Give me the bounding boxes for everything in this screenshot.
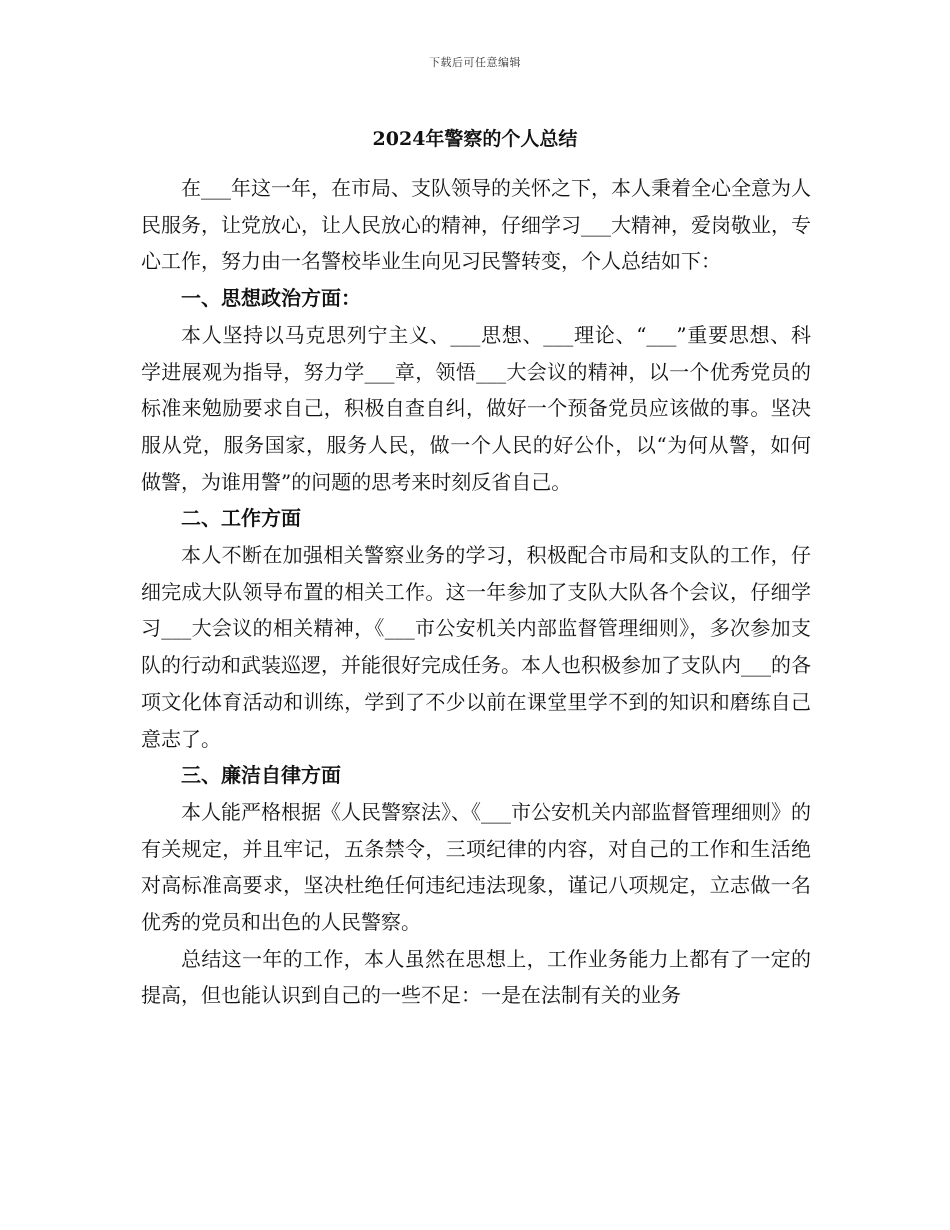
document-body	[141, 170, 811, 1014]
document-title: 2024年警察的个人总结	[372, 128, 578, 150]
intro-paragraph: 在___年这一年，在市局、支队领导的关怀之下，本人秉着全心全意为人民服务，让党放心，让人民放心的精神，仔细学习___大精神，爱岗敬业，专心工作，努力由一名警校毕业生向见习民警转变，个人总结如下：	[141, 176, 811, 274]
integrity-paragraph: 本人能严格根据《人民警察法》、《___市公安机关内部监督管理细则》的有关规定，并且牢记，五条禁令，三项纪律的内容，对自己的工作和生活绝对高标准高要求，坚决杜绝任何违纪违法现象，谨记八项规定，立志做一名优秀的党员和出色的人民警察。	[141, 799, 811, 935]
section-heading-ideology: 一、思想政治方面：	[181, 286, 361, 311]
section-heading-integrity: 三、廉洁自律方面	[181, 763, 341, 788]
ideology-paragraph: 本人坚持以马克思列宁主义、___思想、___理论、“___”重要思想、科学进展观为指导，努力学___章，领悟___大会议的精神，以一个优秀党员的标准来勉励要求自己，积极自查自纠，做好一个预备党员应该做的事。坚决服从党，服务国家，服务人民，做一个人民的好公仆，以“为何从警，如何做警，为谁用警”的问题的思考来时刻反省自己。	[141, 322, 811, 494]
header-watermark: 下载后可任意编辑	[429, 56, 521, 69]
section-heading-work: 二、工作方面	[181, 506, 301, 531]
summary-paragraph: 总结这一年的工作，本人虽然在思想上，工作业务能力上都有了一定的提高，但也能认识到自己的一些不足：一是在法制有关的业务	[141, 946, 811, 1008]
work-paragraph: 本人不断在加强相关警察业务的学习，积极配合市局和支队的工作，仔细完成大队领导布置的相关工作。这一年参加了支队大队各个会议，仔细学习___大会议的相关精神，《___市公安机关内部监督管理细则》，多次参加支队的行动和武装巡逻，并能很好完成任务。本人也积极参加了支队内___的各项文化体育活动和训练，学到了不少以前在课堂里学不到的知识和磨练自己意志了。	[141, 543, 811, 751]
